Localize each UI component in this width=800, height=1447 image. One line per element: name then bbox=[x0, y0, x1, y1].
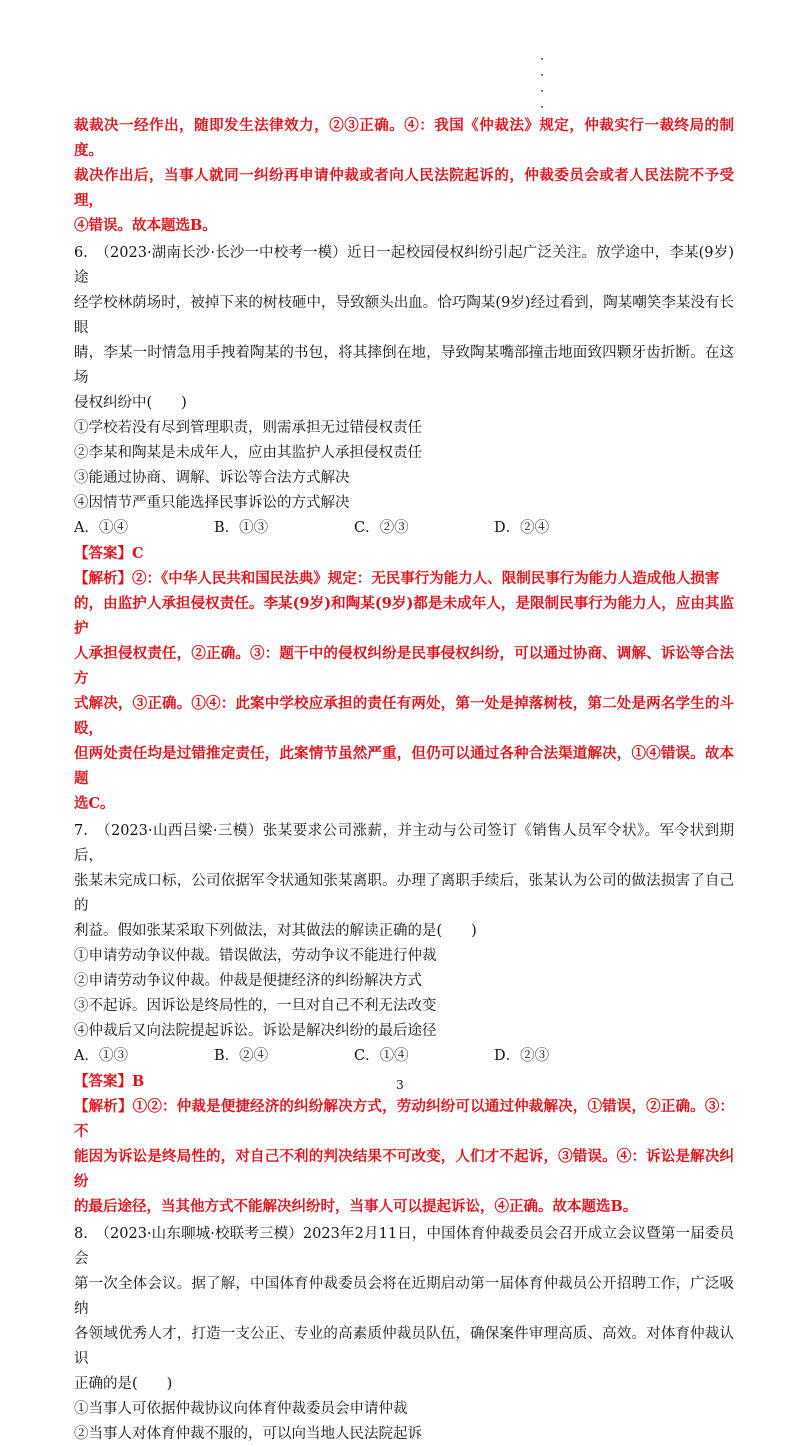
explanation-line: 【解析】①②：仲裁是便捷经济的纠纷解决方式，劳动纠纷可以通过仲裁解决，①错误，②正确。③：不 bbox=[74, 1098, 734, 1140]
explanation-line: 选C。 bbox=[74, 795, 115, 812]
explanation-line: 但两处责任均是过错推定责任，此案情节虽然严重，但仍可以通过各种合法渠道解决，①④错误。故本题 bbox=[74, 745, 734, 787]
option-c: C．①④ bbox=[354, 1048, 409, 1064]
question-stem: 张某未完成口标，公司依据军令状通知张某离职。办理了离职手续后，张某认为公司的做法损害了自己的 bbox=[74, 873, 734, 914]
answer-label: 【答案】C bbox=[74, 545, 144, 562]
option-b: B．①③ bbox=[214, 520, 269, 536]
explanation-line: ④错误。故本题选B。 bbox=[74, 217, 217, 234]
question-stem: 经学校林荫场时，被掉下来的树枝砸中，导致额头出血。恰巧陶某(9岁)经过看到，陶某嘲笑李某没有长眼 bbox=[74, 295, 734, 336]
answer-label: 【答案】B bbox=[74, 1073, 145, 1090]
explanation-line: 人承担侵权责任，②正确。③：题干中的侵权纠纷是民事侵权纠纷，可以通过协商、调解、诉讼等合法方 bbox=[74, 645, 734, 687]
statement-item: ④因情节严重只能选择民事诉讼的方式解决 bbox=[74, 495, 350, 511]
explanation-line: 裁决作出后，当事人就同一纠纷再申请仲裁或者向人民法院起诉的，仲裁委员会或者人民法院不予受理， bbox=[74, 167, 734, 209]
answer-options bbox=[74, 516, 734, 541]
page-number: 3 bbox=[396, 1078, 404, 1092]
statement-item: ③能通过协商、调解、诉讼等合法方式解决 bbox=[74, 470, 350, 486]
page-content bbox=[74, 113, 734, 1447]
answer-options bbox=[74, 1044, 734, 1069]
statement-item: ②当事人对体育仲裁不服的，可以向当地人民法院起诉 bbox=[74, 1426, 422, 1442]
explanation-line: 的，由监护人承担侵权责任。李某(9岁)和陶某(9岁)都是未成年人，是限制民事行为能力人，应由其监护 bbox=[74, 595, 734, 637]
explanation-line: 式解决，③正确。①④：此案中学校应承担的责任有两处，第一处是掉落树枝，第二处是两名学生的斗殴， bbox=[74, 695, 734, 737]
option-a: A．①④ bbox=[74, 520, 128, 536]
question-stem: 第一次全体会议。据了解，中国体育仲裁委员会将在近期启动第一届体育仲裁员公开招聘工作，广泛吸纳 bbox=[74, 1276, 734, 1317]
statement-item: ①当事人可依据仲裁协议向体育仲裁委员会申请仲裁 bbox=[74, 1401, 408, 1417]
statement-item: ③不起诉。因诉讼是终局性的，一旦对自己不利无法改变 bbox=[74, 998, 437, 1014]
explanation-line: 的最后途径，当其他方式不能解决纠纷时，当事人可以提起诉讼，④正确。故本题选B。 bbox=[74, 1198, 638, 1215]
question-stem: 侵权纠纷中( ) bbox=[74, 395, 187, 411]
option-b: B．②④ bbox=[214, 1048, 269, 1064]
option-a: A．①③ bbox=[74, 1048, 128, 1064]
question-7 bbox=[74, 819, 734, 1219]
statement-item: ④仲裁后又向法院提起诉讼。诉讼是解决纠纷的最后途径 bbox=[74, 1023, 437, 1039]
option-d: D．②④ bbox=[494, 520, 550, 536]
question-stem: 6. （2023·湖南长沙·长沙一中校考一模）近日一起校园侵权纠纷引起广泛关注。放学途中，李某(9岁)途 bbox=[74, 245, 734, 286]
explanation-line: 能因为诉讼是终局性的，对自己不利的判决结果不可改变，人们才不起诉，③错误。④：诉讼是解决纠纷 bbox=[74, 1148, 734, 1190]
statement-item: ①申请劳动争议仲裁。错误做法，劳动争议不能进行仲裁 bbox=[74, 948, 437, 964]
statement-item: ②李某和陶某是未成年人，应由其监护人承担侵权责任 bbox=[74, 445, 422, 461]
explanation-line: 【解析】②：《中华人民共和国民法典》规定：无民事行为能力人、限制民事行为能力人造成他人损害 bbox=[74, 570, 720, 587]
question-8 bbox=[74, 1222, 734, 1447]
question-stem: 利益。假如张某采取下列做法，对其做法的解读正确的是( ) bbox=[74, 923, 477, 939]
question-6 bbox=[74, 241, 734, 816]
statement-item: ②申请劳动争议仲裁。仲裁是便捷经济的纠纷解决方式 bbox=[74, 973, 422, 989]
question-stem: 睛，李某一时情急用手拽着陶某的书包，将其摔倒在地，导致陶某嘴部撞击地面致四颗牙齿折断。在这场 bbox=[74, 345, 734, 386]
explanation-line: 裁裁决一经作出，随即发生法律效力，②③正确。④：我国《仲裁法》规定，仲裁实行一裁终局的制度。 bbox=[74, 117, 734, 159]
question-stem: 正确的是( ) bbox=[74, 1376, 173, 1392]
question-stem: 8. （2023·山东聊城·校联考三模）2023年2月11日，中国体育仲裁委员会召开成立会议暨第一届委员会 bbox=[74, 1226, 734, 1267]
prev-explanation bbox=[74, 113, 734, 238]
question-stem: 7. （2023·山西吕梁·三模）张某要求公司涨薪，并主动与公司签订《销售人员军令状》。军令状到期后， bbox=[74, 823, 734, 864]
option-c: C．②③ bbox=[354, 520, 409, 536]
question-stem: 各领域优秀人才，打造一支公正、专业的高素质仲裁员队伍，确保案件审理高质、高效。对体育仲裁认识 bbox=[74, 1326, 734, 1367]
statement-item: ①学校若没有尽到管理职责，则需承担无过错侵权责任 bbox=[74, 420, 422, 436]
option-d: D．②③ bbox=[494, 1048, 550, 1064]
